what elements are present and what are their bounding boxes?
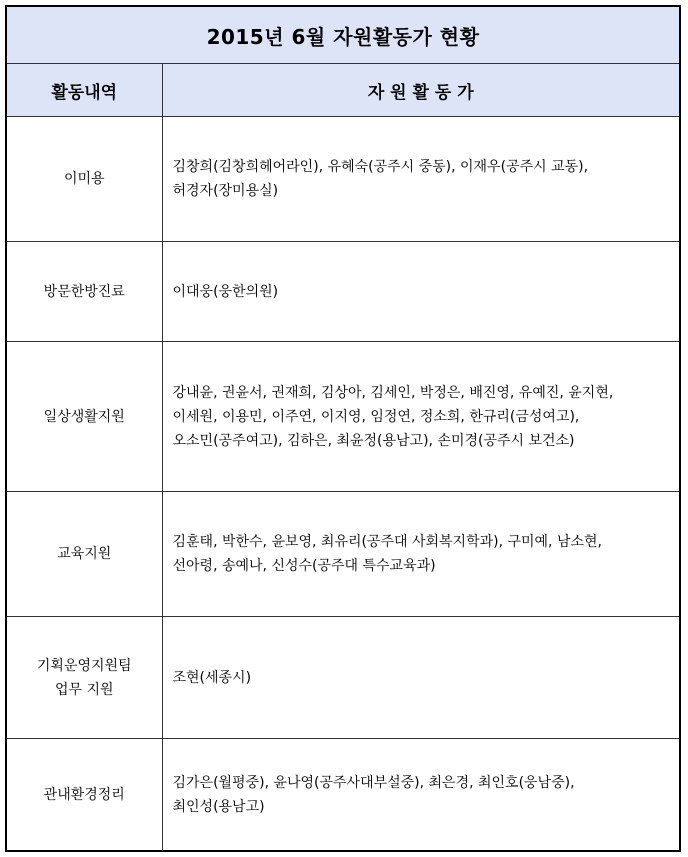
header-volunteers: 자 원 활 동 가 xyxy=(162,64,679,117)
names-line: 허경자(장미용실) xyxy=(172,183,279,199)
names-line: 이대웅(웅한의원) xyxy=(172,283,279,300)
title-row xyxy=(7,7,679,64)
header-row xyxy=(7,64,679,117)
activity-cell xyxy=(7,342,162,492)
names-line: 김훈태, 박한수, 윤보영, 최유리(공주대 사회복지학과), 구미예, 남소현, xyxy=(172,534,602,550)
volunteer-names-cell xyxy=(162,342,679,492)
volunteer-names-cell xyxy=(162,739,679,851)
activity-label: 이미용 xyxy=(63,171,105,187)
names-line: 강내윤, 권윤서, 권재희, 김상아, 김세인, 박정은, 배진영, 유예진, 윤지현, xyxy=(172,384,614,401)
table-row xyxy=(7,342,679,492)
volunteer-names-cell xyxy=(162,617,679,739)
table-row xyxy=(7,617,679,739)
activity-cell xyxy=(7,117,162,242)
names-line: 선아령, 송예나, 신성수(공주대 특수교육과) xyxy=(172,558,436,574)
volunteer-names-cell xyxy=(162,117,679,242)
activity-label: 교육지원 xyxy=(57,546,112,562)
names-line: 조현(세종시) xyxy=(172,669,252,686)
activity-label: 관내환경정리 xyxy=(43,786,125,803)
names-line: 최인성(용남고) xyxy=(172,798,265,815)
table-title: 2015년 6월 자원활동가 현황 xyxy=(7,7,679,64)
names-line: 김창희(김창희헤어라인), 유혜숙(공주시 중동), 이재우(공주시 교동), xyxy=(172,159,589,175)
volunteer-table xyxy=(7,7,679,851)
activity-label: 일상생활지원 xyxy=(43,408,125,425)
table-row xyxy=(7,117,679,242)
table-row xyxy=(7,242,679,342)
table-row xyxy=(7,739,679,851)
volunteer-status-sheet xyxy=(5,5,681,852)
names-line: 김가은(월평중), 윤나영(공주사대부설중), 최은경, 최인호(웅남중), xyxy=(172,774,575,791)
activity-cell xyxy=(7,492,162,617)
header-activity: 활동내역 xyxy=(7,64,162,117)
activity-cell xyxy=(7,617,162,739)
names-line: 이세원, 이용민, 이주연, 이지영, 임정연, 정소희, 한규리(금성여고), xyxy=(172,408,580,425)
volunteer-names-cell xyxy=(162,492,679,617)
table-row xyxy=(7,492,679,617)
activity-cell xyxy=(7,739,162,851)
activity-label: 기획운영지원팀 xyxy=(36,657,132,674)
volunteer-names-cell xyxy=(162,242,679,342)
names-line: 오소민(공주여고), 김하은, 최윤정(용남고), 손미경(공주시 보건소) xyxy=(172,432,575,449)
activity-label: 방문한방진료 xyxy=(43,283,125,300)
activity-label: 업무 지원 xyxy=(54,681,114,698)
activity-cell xyxy=(7,242,162,342)
